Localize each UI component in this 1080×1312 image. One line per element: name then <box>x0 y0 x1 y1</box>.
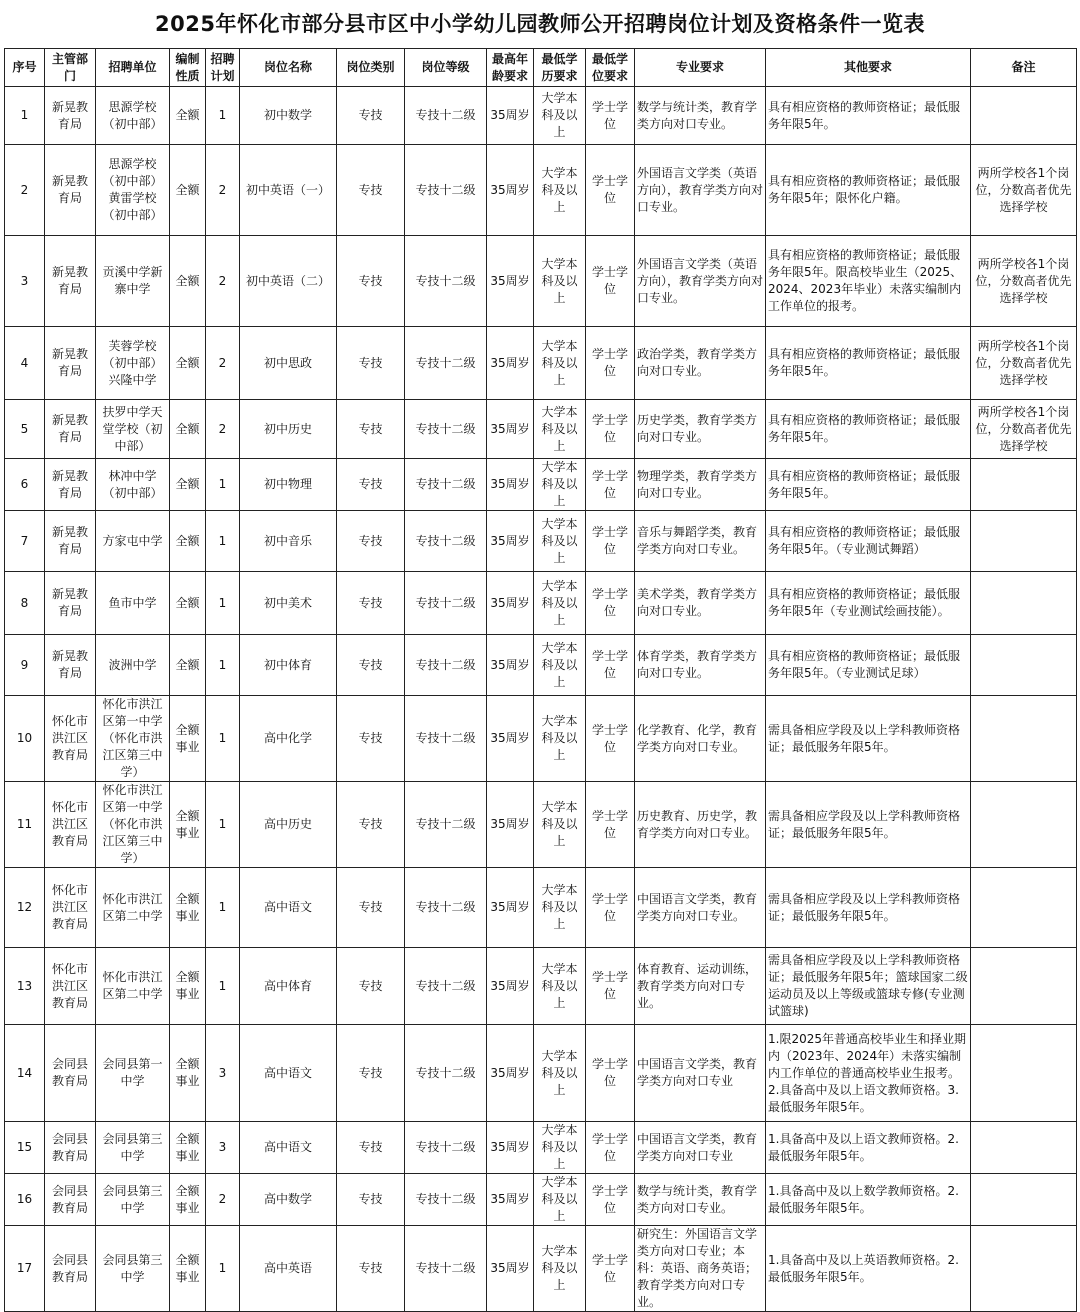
cell-other: 需具备相应学段及以上学科教师资格证；最低服务年限5年。 <box>766 782 971 868</box>
cell-age: 35周岁 <box>487 635 534 696</box>
header-unit: 招聘单位 <box>96 49 170 87</box>
cell-plan: 1 <box>206 696 240 782</box>
cell-other: 需具备相应学段及以上学科教师资格证；最低服务年限5年。 <box>766 696 971 782</box>
cell-level: 专技十二级 <box>405 236 487 327</box>
table-row <box>5 1122 1077 1174</box>
cell-no: 8 <box>5 572 45 635</box>
cell-no: 17 <box>5 1226 45 1312</box>
cell-level: 专技十二级 <box>405 327 487 400</box>
cell-degree: 学士学位 <box>586 87 635 145</box>
cell-major: 研究生：外国语言文学类方向对口专业；本 科：英语、商务英语；教育学类方向对口专业。 <box>635 1226 766 1312</box>
cell-unit: 会同县第一中学 <box>96 1025 170 1122</box>
cell-no: 10 <box>5 696 45 782</box>
cell-plan: 1 <box>206 511 240 572</box>
cell-level: 专技十二级 <box>405 1122 487 1174</box>
cell-nature: 全额 <box>170 400 206 459</box>
cell-no: 9 <box>5 635 45 696</box>
cell-no: 14 <box>5 1025 45 1122</box>
cell-no: 11 <box>5 782 45 868</box>
cell-plan: 1 <box>206 87 240 145</box>
cell-note <box>971 1174 1077 1226</box>
table-row <box>5 145 1077 236</box>
cell-note <box>971 948 1077 1025</box>
table-row <box>5 236 1077 327</box>
cell-note <box>971 696 1077 782</box>
cell-dept: 会同县教育局 <box>45 1122 96 1174</box>
cell-dept: 新晃教育局 <box>45 635 96 696</box>
cell-plan: 2 <box>206 327 240 400</box>
cell-category: 专技 <box>337 696 405 782</box>
cell-nature: 全额事业 <box>170 1025 206 1122</box>
cell-edu: 大学本科及以上 <box>534 1226 586 1312</box>
cell-no: 12 <box>5 868 45 948</box>
cell-no: 5 <box>5 400 45 459</box>
cell-post: 初中音乐 <box>240 511 337 572</box>
page-title: 2025年怀化市部分县市区中小学幼儿园教师公开招聘岗位计划及资格条件一览表 <box>155 12 925 36</box>
cell-no: 7 <box>5 511 45 572</box>
cell-note: 两所学校各1个岗位，分数高者优先选择学校 <box>971 327 1077 400</box>
header-edu: 最低学历要求 <box>534 49 586 87</box>
cell-no: 2 <box>5 145 45 236</box>
cell-dept: 新晃教育局 <box>45 459 96 511</box>
cell-edu: 大学本科及以上 <box>534 87 586 145</box>
cell-category: 专技 <box>337 459 405 511</box>
table-row <box>5 572 1077 635</box>
cell-level: 专技十二级 <box>405 400 487 459</box>
cell-no: 6 <box>5 459 45 511</box>
cell-age: 35周岁 <box>487 459 534 511</box>
cell-category: 专技 <box>337 1226 405 1312</box>
header-age: 最高年龄要求 <box>487 49 534 87</box>
cell-post: 高中语文 <box>240 1122 337 1174</box>
cell-unit: 鱼市中学 <box>96 572 170 635</box>
cell-major: 美术学类，教育学类方向对口专业。 <box>635 572 766 635</box>
cell-major: 外国语言文学类（英语方向），教育学类方向对口专业。 <box>635 145 766 236</box>
table-row <box>5 327 1077 400</box>
cell-note: 两所学校各1个岗位，分数高者优先选择学校 <box>971 236 1077 327</box>
cell-nature: 全额 <box>170 145 206 236</box>
cell-level: 专技十二级 <box>405 696 487 782</box>
cell-edu: 大学本科及以上 <box>534 696 586 782</box>
header-post: 岗位名称 <box>240 49 337 87</box>
cell-nature: 全额事业 <box>170 1226 206 1312</box>
cell-nature: 全额 <box>170 236 206 327</box>
cell-unit: 怀化市洪江区第一中学（怀化市洪江区第三中学） <box>96 696 170 782</box>
table-row <box>5 1174 1077 1226</box>
cell-major: 政治学类，教育学类方向对口专业。 <box>635 327 766 400</box>
cell-plan: 2 <box>206 236 240 327</box>
table-row <box>5 782 1077 868</box>
cell-degree: 学士学位 <box>586 1025 635 1122</box>
cell-edu: 大学本科及以上 <box>534 459 586 511</box>
cell-edu: 大学本科及以上 <box>534 635 586 696</box>
cell-no: 4 <box>5 327 45 400</box>
cell-nature: 全额事业 <box>170 1122 206 1174</box>
cell-unit: 芙蓉学校（初中部）兴隆中学 <box>96 327 170 400</box>
cell-edu: 大学本科及以上 <box>534 400 586 459</box>
cell-unit: 林冲中学（初中部） <box>96 459 170 511</box>
cell-no: 16 <box>5 1174 45 1226</box>
cell-note <box>971 1226 1077 1312</box>
cell-nature: 全额 <box>170 511 206 572</box>
cell-post: 初中英语（一） <box>240 145 337 236</box>
cell-category: 专技 <box>337 572 405 635</box>
table-row <box>5 696 1077 782</box>
cell-level: 专技十二级 <box>405 1025 487 1122</box>
cell-post: 高中历史 <box>240 782 337 868</box>
cell-no: 15 <box>5 1122 45 1174</box>
cell-age: 35周岁 <box>487 145 534 236</box>
cell-nature: 全额 <box>170 327 206 400</box>
cell-edu: 大学本科及以上 <box>534 1174 586 1226</box>
cell-category: 专技 <box>337 948 405 1025</box>
cell-edu: 大学本科及以上 <box>534 145 586 236</box>
cell-category: 专技 <box>337 868 405 948</box>
cell-age: 35周岁 <box>487 511 534 572</box>
cell-note <box>971 1025 1077 1122</box>
cell-post: 初中物理 <box>240 459 337 511</box>
cell-plan: 1 <box>206 948 240 1025</box>
cell-degree: 学士学位 <box>586 459 635 511</box>
cell-degree: 学士学位 <box>586 145 635 236</box>
cell-level: 专技十二级 <box>405 459 487 511</box>
cell-unit: 思源学校（初中部）黄雷学校（初中部） <box>96 145 170 236</box>
cell-note <box>971 511 1077 572</box>
cell-post: 初中数学 <box>240 87 337 145</box>
header-dept: 主管部门 <box>45 49 96 87</box>
cell-major: 历史学类，教育学类方向对口专业。 <box>635 400 766 459</box>
cell-no: 3 <box>5 236 45 327</box>
cell-age: 35周岁 <box>487 782 534 868</box>
cell-edu: 大学本科及以上 <box>534 948 586 1025</box>
table-body <box>5 87 1077 1312</box>
cell-major: 体育教育、运动训练，教育学类方向对口专业。 <box>635 948 766 1025</box>
cell-age: 35周岁 <box>487 1025 534 1122</box>
cell-plan: 1 <box>206 1226 240 1312</box>
cell-level: 专技十二级 <box>405 1226 487 1312</box>
cell-age: 35周岁 <box>487 236 534 327</box>
cell-edu: 大学本科及以上 <box>534 782 586 868</box>
cell-degree: 学士学位 <box>586 400 635 459</box>
cell-plan: 2 <box>206 400 240 459</box>
cell-age: 35周岁 <box>487 1122 534 1174</box>
cell-major: 物理学类，教育学类方向对口专业。 <box>635 459 766 511</box>
cell-unit: 怀化市洪江区第一中学（怀化市洪江区第三中学） <box>96 782 170 868</box>
cell-dept: 会同县教育局 <box>45 1025 96 1122</box>
cell-major: 音乐与舞蹈学类，教育学类方向对口专业。 <box>635 511 766 572</box>
cell-major: 中国语言文学类，教育学类方向对口专业 <box>635 1025 766 1122</box>
cell-degree: 学士学位 <box>586 696 635 782</box>
cell-category: 专技 <box>337 635 405 696</box>
cell-major: 数学与统计类，教育学类方向对口专业。 <box>635 1174 766 1226</box>
cell-dept: 新晃教育局 <box>45 236 96 327</box>
cell-note <box>971 1122 1077 1174</box>
cell-unit: 怀化市洪江区第二中学 <box>96 868 170 948</box>
cell-category: 专技 <box>337 1025 405 1122</box>
cell-post: 高中数学 <box>240 1174 337 1226</box>
cell-level: 专技十二级 <box>405 572 487 635</box>
cell-level: 专技十二级 <box>405 511 487 572</box>
cell-other: 具有相应资格的教师资格证；最低服务年限5年；限怀化户籍。 <box>766 145 971 236</box>
cell-no: 13 <box>5 948 45 1025</box>
cell-post: 高中化学 <box>240 696 337 782</box>
cell-degree: 学士学位 <box>586 511 635 572</box>
cell-post: 初中英语（二） <box>240 236 337 327</box>
cell-edu: 大学本科及以上 <box>534 511 586 572</box>
cell-plan: 2 <box>206 145 240 236</box>
cell-major: 历史教育、历史学，教育学类方向对口专业。 <box>635 782 766 868</box>
cell-degree: 学士学位 <box>586 868 635 948</box>
table-row <box>5 948 1077 1025</box>
cell-age: 35周岁 <box>487 696 534 782</box>
cell-dept: 怀化市洪江区教育局 <box>45 868 96 948</box>
table-header-row <box>5 49 1077 87</box>
header-degree: 最低学位要求 <box>586 49 635 87</box>
cell-nature: 全额事业 <box>170 868 206 948</box>
cell-unit: 会同县第三中学 <box>96 1226 170 1312</box>
cell-plan: 1 <box>206 459 240 511</box>
cell-level: 专技十二级 <box>405 145 487 236</box>
cell-major: 数学与统计类，教育学类方向对口专业。 <box>635 87 766 145</box>
cell-plan: 1 <box>206 635 240 696</box>
cell-note <box>971 459 1077 511</box>
cell-degree: 学士学位 <box>586 327 635 400</box>
cell-unit: 会同县第三中学 <box>96 1122 170 1174</box>
cell-age: 35周岁 <box>487 400 534 459</box>
cell-plan: 1 <box>206 572 240 635</box>
cell-category: 专技 <box>337 87 405 145</box>
cell-nature: 全额事业 <box>170 782 206 868</box>
cell-post: 高中语文 <box>240 868 337 948</box>
cell-dept: 新晃教育局 <box>45 87 96 145</box>
cell-edu: 大学本科及以上 <box>534 1025 586 1122</box>
cell-edu: 大学本科及以上 <box>534 572 586 635</box>
cell-edu: 大学本科及以上 <box>534 236 586 327</box>
cell-dept: 会同县教育局 <box>45 1174 96 1226</box>
cell-age: 35周岁 <box>487 1174 534 1226</box>
table-row <box>5 400 1077 459</box>
cell-age: 35周岁 <box>487 327 534 400</box>
cell-category: 专技 <box>337 511 405 572</box>
cell-degree: 学士学位 <box>586 572 635 635</box>
cell-level: 专技十二级 <box>405 87 487 145</box>
cell-no: 1 <box>5 87 45 145</box>
cell-note <box>971 868 1077 948</box>
cell-age: 35周岁 <box>487 87 534 145</box>
table-row <box>5 87 1077 145</box>
cell-dept: 新晃教育局 <box>45 572 96 635</box>
cell-post: 高中语文 <box>240 1025 337 1122</box>
cell-other: 1.具备高中及以上语文教师资格。2.最低服务年限5年。 <box>766 1122 971 1174</box>
cell-edu: 大学本科及以上 <box>534 868 586 948</box>
header-level: 岗位等级 <box>405 49 487 87</box>
table-row <box>5 868 1077 948</box>
header-category: 岗位类别 <box>337 49 405 87</box>
cell-dept: 新晃教育局 <box>45 327 96 400</box>
cell-other: 1.具备高中及以上英语教师资格。2.最低服务年限5年。 <box>766 1226 971 1312</box>
cell-nature: 全额 <box>170 459 206 511</box>
header-other: 其他要求 <box>766 49 971 87</box>
cell-level: 专技十二级 <box>405 635 487 696</box>
cell-other: 具有相应资格的教师资格证；最低服务年限5年。 <box>766 459 971 511</box>
cell-plan: 1 <box>206 782 240 868</box>
cell-major: 中国语言文学类，教育学类方向对口专业 <box>635 1122 766 1174</box>
cell-degree: 学士学位 <box>586 236 635 327</box>
cell-edu: 大学本科及以上 <box>534 1122 586 1174</box>
cell-post: 初中美术 <box>240 572 337 635</box>
table-row <box>5 511 1077 572</box>
cell-level: 专技十二级 <box>405 1174 487 1226</box>
cell-other: 具有相应资格的教师资格证；最低服务年限5年。（专业测试足球） <box>766 635 971 696</box>
cell-level: 专技十二级 <box>405 948 487 1025</box>
cell-level: 专技十二级 <box>405 782 487 868</box>
cell-degree: 学士学位 <box>586 1226 635 1312</box>
cell-other: 具有相应资格的教师资格证；最低服务年限5年。（专业测试舞蹈） <box>766 511 971 572</box>
cell-note: 两所学校各1个岗位，分数高者优先选择学校 <box>971 400 1077 459</box>
cell-age: 35周岁 <box>487 572 534 635</box>
cell-other: 具有相应资格的教师资格证；最低服务年限5年。 <box>766 327 971 400</box>
cell-nature: 全额 <box>170 87 206 145</box>
cell-plan: 2 <box>206 1174 240 1226</box>
cell-edu: 大学本科及以上 <box>534 327 586 400</box>
cell-dept: 怀化市洪江区教育局 <box>45 782 96 868</box>
cell-nature: 全额事业 <box>170 696 206 782</box>
cell-other: 需具备相应学段及以上学科教师资格证；最低服务年限5年；篮球国家二级运动员及以上等级或篮球专修(专业测试篮球) <box>766 948 971 1025</box>
cell-unit: 思源学校（初中部） <box>96 87 170 145</box>
cell-plan: 3 <box>206 1122 240 1174</box>
cell-other: 具有相应资格的教师资格证；最低服务年限5年（专业测试绘画技能）。 <box>766 572 971 635</box>
cell-dept: 新晃教育局 <box>45 511 96 572</box>
cell-other: 具有相应资格的教师资格证；最低服务年限5年。 <box>766 400 971 459</box>
cell-post: 高中体育 <box>240 948 337 1025</box>
cell-dept: 怀化市洪江区教育局 <box>45 696 96 782</box>
cell-dept: 会同县教育局 <box>45 1226 96 1312</box>
cell-degree: 学士学位 <box>586 1122 635 1174</box>
cell-nature: 全额 <box>170 572 206 635</box>
table-row <box>5 635 1077 696</box>
cell-note <box>971 572 1077 635</box>
table-row <box>5 459 1077 511</box>
table-row <box>5 1025 1077 1122</box>
cell-category: 专技 <box>337 400 405 459</box>
cell-unit: 扶罗中学天堂学校（初中部） <box>96 400 170 459</box>
cell-dept: 新晃教育局 <box>45 145 96 236</box>
cell-other: 1.限2025年普通高校毕业生和择业期内（2023年、2024年）未落实编制内工作单位的普通高校毕业生报考。2.具备高中及以上语文教师资格。3.最低服务年限5年。 <box>766 1025 971 1122</box>
cell-unit: 波洲中学 <box>96 635 170 696</box>
cell-post: 高中英语 <box>240 1226 337 1312</box>
cell-age: 35周岁 <box>487 1226 534 1312</box>
cell-nature: 全额 <box>170 635 206 696</box>
cell-age: 35周岁 <box>487 868 534 948</box>
cell-category: 专技 <box>337 236 405 327</box>
cell-category: 专技 <box>337 327 405 400</box>
cell-post: 初中历史 <box>240 400 337 459</box>
cell-degree: 学士学位 <box>586 635 635 696</box>
cell-dept: 新晃教育局 <box>45 400 96 459</box>
cell-nature: 全额事业 <box>170 1174 206 1226</box>
cell-category: 专技 <box>337 1174 405 1226</box>
cell-unit: 会同县第三中学 <box>96 1174 170 1226</box>
header-plan: 招聘计划 <box>206 49 240 87</box>
header-major: 专业要求 <box>635 49 766 87</box>
cell-other: 1.具备高中及以上数学教师资格。2.最低服务年限5年。 <box>766 1174 971 1226</box>
table-row <box>5 1226 1077 1312</box>
cell-major: 体育学类，教育学类方向对口专业。 <box>635 635 766 696</box>
cell-note <box>971 635 1077 696</box>
cell-major: 中国语言文学类，教育学类方向对口专业。 <box>635 868 766 948</box>
cell-major: 外国语言文学类（英语方向），教育学类方向对口专业。 <box>635 236 766 327</box>
cell-post: 初中思政 <box>240 327 337 400</box>
cell-major: 化学教育、化学，教育学类方向对口专业。 <box>635 696 766 782</box>
cell-age: 35周岁 <box>487 948 534 1025</box>
cell-category: 专技 <box>337 1122 405 1174</box>
cell-category: 专技 <box>337 145 405 236</box>
cell-level: 专技十二级 <box>405 868 487 948</box>
cell-other: 具有相应资格的教师资格证；最低服务年限5年。限高校毕业生（2025、2024、2023年毕业）未落实编制内工作单位的报考。 <box>766 236 971 327</box>
cell-unit: 方家屯中学 <box>96 511 170 572</box>
cell-post: 初中体育 <box>240 635 337 696</box>
header-nature: 编制性质 <box>170 49 206 87</box>
cell-degree: 学士学位 <box>586 782 635 868</box>
cell-category: 专技 <box>337 782 405 868</box>
cell-nature: 全额事业 <box>170 948 206 1025</box>
cell-other: 具有相应资格的教师资格证；最低服务年限5年。 <box>766 87 971 145</box>
cell-plan: 1 <box>206 868 240 948</box>
header-note: 备注 <box>971 49 1077 87</box>
cell-note <box>971 87 1077 145</box>
cell-unit: 怀化市洪江区第二中学 <box>96 948 170 1025</box>
cell-degree: 学士学位 <box>586 948 635 1025</box>
cell-plan: 3 <box>206 1025 240 1122</box>
cell-dept: 怀化市洪江区教育局 <box>45 948 96 1025</box>
cell-unit: 贡溪中学新寨中学 <box>96 236 170 327</box>
cell-other: 需具备相应学段及以上学科教师资格证；最低服务年限5年。 <box>766 868 971 948</box>
recruitment-table <box>4 48 1077 1312</box>
cell-degree: 学士学位 <box>586 1174 635 1226</box>
header-no: 序号 <box>5 49 45 87</box>
cell-note <box>971 782 1077 868</box>
cell-note: 两所学校各1个岗位，分数高者优先选择学校 <box>971 145 1077 236</box>
